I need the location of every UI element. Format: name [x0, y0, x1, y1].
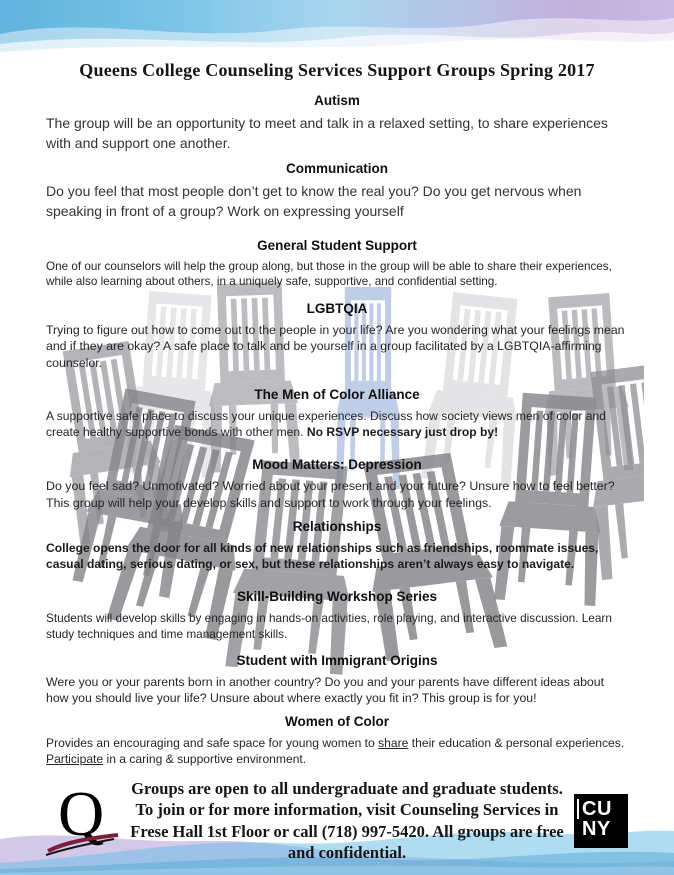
- page-title: Queens College Counseling Services Support Groups Spring 2017: [79, 60, 595, 80]
- group-heading: The Men of Color Alliance: [254, 387, 420, 403]
- group-description: [46, 610, 628, 642]
- group-heading: Skill-Building Workshop Series: [236, 588, 438, 604]
- group-heading: Autism: [314, 93, 360, 108]
- group-description-text: in a caring & supportive environment.: [103, 752, 307, 767]
- group-heading: Student with Immigrant Origins: [236, 652, 438, 668]
- group-description-text: Do you feel that most people don’t get to know the real you? Do you get nervous when speaking in front of a group? Work on expressing yourself: [46, 182, 582, 219]
- group-description: [46, 322, 628, 371]
- cuny-logo-bar: [577, 799, 579, 819]
- group-description: [46, 478, 628, 512]
- group-description-text: Were you or your parents born in another country? Do you and your parents have different ideas about how you should live your life? Unsure about where exactly you fit in? This group is for you!: [46, 674, 605, 706]
- queens-college-swoosh: [46, 832, 120, 856]
- group-heading: LGBTQIA: [306, 300, 368, 316]
- group-heading: Relationships: [292, 518, 382, 534]
- section-student-with-immigrant-origins: [46, 653, 628, 707]
- footer-text: Groups are open to all undergraduate and graduate students. To join or for more information, visit Counseling Services in Frese Hall 1st Floor or call (718) 997-5420. All groups are free and confidential.: [130, 778, 564, 863]
- section-women-of-color: [46, 714, 628, 768]
- cuny-logo: [574, 794, 628, 848]
- queens-college-q-letter: Q: [58, 777, 105, 849]
- section-men-of-color-alliance: [46, 387, 628, 441]
- section-mood-matters-depression: [46, 457, 628, 512]
- section-autism: [46, 93, 628, 154]
- group-description-text: Provides an encouraging and safe space for young women to: [46, 736, 379, 750]
- cuny-logo-line2: NY: [582, 817, 611, 840]
- group-description-text: College opens the door for all kinds of new relationships such as friendships, roommate issues, casual dating, serious dating, or sex, but these relationships aren’t always easy to navigate.: [46, 540, 599, 572]
- top-wave-decoration: [0, 0, 674, 56]
- section-relationships: [46, 519, 628, 573]
- queens-college-logo: [46, 777, 120, 858]
- group-description-text: Students will develop skills by engaging in hands-on activities, role playing, and interactive discussion. Learn study techniques and time management skills.: [46, 610, 612, 641]
- group-description-text: One of our counselors will help the group along, but those in the group will be able to share their experiences, while also learning about others, in a uniquely safe, supportive, and confidential setting.: [46, 259, 612, 289]
- group-description-text: The group will be an opportunity to meet and talk in a relaxed setting, to share experiences with and support one another.: [46, 115, 608, 151]
- group-description-text: A supportive safe place to discuss your unique experiences. Discuss how society views men of color and create healthy supportive bonds with other men.: [46, 409, 606, 440]
- group-description-text: Do you feel sad? Unmotivated? Worried about your present and your future? Unsure how to feel better? This group will help your develop skills and support to work through your feelings.: [46, 478, 615, 510]
- section-lgbtqia: [46, 301, 628, 371]
- section-general-student-support: [46, 238, 628, 290]
- group-description: [46, 182, 628, 222]
- group-heading: Mood Matters: Depression: [252, 456, 422, 472]
- group-description: [46, 408, 628, 441]
- cuny-logo-line1: CU: [582, 797, 612, 820]
- group-description-bold-text: No RSVP necessary just drop by!: [306, 425, 499, 440]
- group-description-text: their education & personal experiences.: [408, 736, 625, 750]
- group-description: [46, 540, 628, 573]
- group-description: [46, 259, 628, 290]
- group-description-text: Trying to figure out how to come out to the people in your life? Are you wondering what your feelings mean and if they are okay? A safe place to talk and be yourself in a group facilitated by a LGBTQIA-affirming counselor.: [46, 322, 625, 370]
- section-communication: [46, 161, 628, 222]
- section-skill-building-workshop-series: [46, 589, 628, 642]
- group-description: [46, 674, 628, 707]
- group-heading: Women of Color: [285, 714, 389, 729]
- footer: [46, 778, 628, 864]
- group-description: [46, 114, 628, 154]
- group-description: [46, 735, 628, 768]
- underlined-word: Participate: [46, 752, 104, 767]
- group-heading: Communication: [285, 160, 388, 176]
- underlined-word: share: [378, 736, 409, 750]
- flyer-content: [0, 54, 674, 864]
- group-heading: General Student Support: [257, 237, 417, 253]
